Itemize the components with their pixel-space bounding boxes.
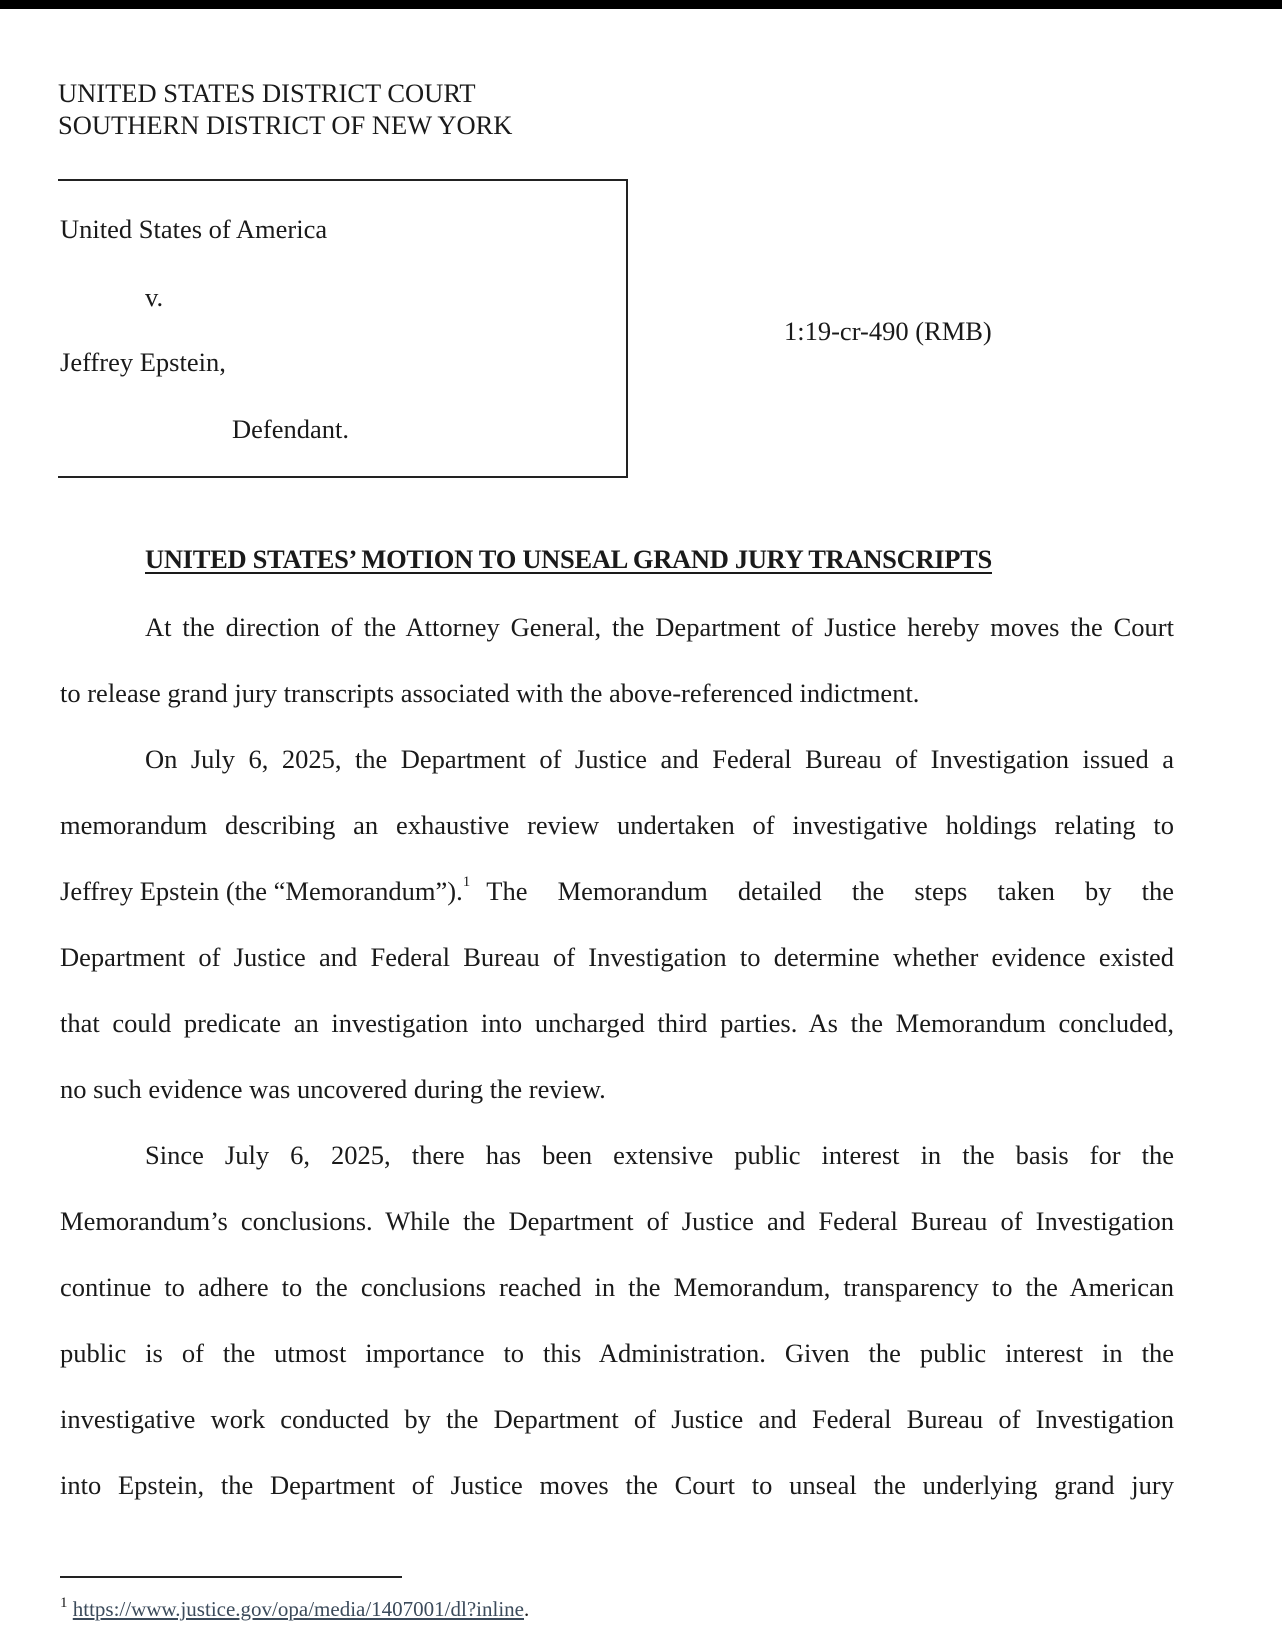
body-line: investigative work conducted by the Department of Justice and Federal Bureau of Investigation bbox=[60, 1404, 1174, 1434]
case-number: 1:19-cr-490 (RMB) bbox=[784, 316, 992, 346]
defendant-label: Defendant. bbox=[232, 414, 349, 444]
body-line: to release grand jury transcripts associated with the above-referenced indictment. bbox=[60, 678, 920, 708]
body-line: Memorandum’s conclusions. While the Department of Justice and Federal Bureau of Investigation bbox=[60, 1206, 1174, 1236]
defendant-name: Jeffrey Epstein, bbox=[60, 347, 226, 377]
body-line: On July 6, 2025, the Department of Justice and Federal Bureau of Investigation issued a bbox=[145, 744, 1174, 774]
footnote-period: . bbox=[524, 1597, 530, 1621]
court-district: SOUTHERN DISTRICT OF NEW YORK bbox=[58, 110, 513, 140]
court-name: UNITED STATES DISTRICT COURT bbox=[58, 78, 476, 108]
footnote-reference: 1 bbox=[462, 874, 471, 890]
plaintiff: United States of America bbox=[60, 214, 328, 244]
body-text: The Memorandum detailed the steps taken by the bbox=[486, 876, 1174, 906]
footnote-number: 1 bbox=[60, 1595, 68, 1611]
footnote-link[interactable]: https://www.justice.gov/opa/media/1407001/dl?inline bbox=[72, 1597, 524, 1621]
footnote bbox=[60, 1597, 529, 1622]
body-line: into Epstein, the Department of Justice moves the Court to unseal the underlying grand jury bbox=[60, 1470, 1174, 1500]
versus: v. bbox=[145, 282, 164, 312]
body-line: continue to adhere to the conclusions reached in the Memorandum, transparency to the American bbox=[60, 1272, 1174, 1302]
body-line: no such evidence was uncovered during the review. bbox=[60, 1074, 606, 1104]
footnote-divider bbox=[60, 1576, 402, 1578]
motion-title: UNITED STATES’ MOTION TO UNSEAL GRAND JURY TRANSCRIPTS bbox=[145, 544, 992, 574]
body-text: Jeffrey Epstein (the “Memorandum”). bbox=[60, 876, 463, 906]
body-line: that could predicate an investigation into uncharged third parties. As the Memorandum concluded, bbox=[60, 1008, 1174, 1038]
body-line: Department of Justice and Federal Bureau of Investigation to determine whether evidence existed bbox=[60, 942, 1174, 972]
body-line: Since July 6, 2025, there has been extensive public interest in the basis for the bbox=[145, 1140, 1174, 1170]
body-line: At the direction of the Attorney General, the Department of Justice hereby moves the Court bbox=[145, 612, 1174, 642]
top-bar bbox=[0, 0, 1282, 9]
body-line: public is of the utmost importance to this Administration. Given the public interest in the bbox=[60, 1338, 1174, 1368]
body-line bbox=[60, 876, 1174, 907]
body-line: memorandum describing an exhaustive review undertaken of investigative holdings relating to bbox=[60, 810, 1174, 840]
